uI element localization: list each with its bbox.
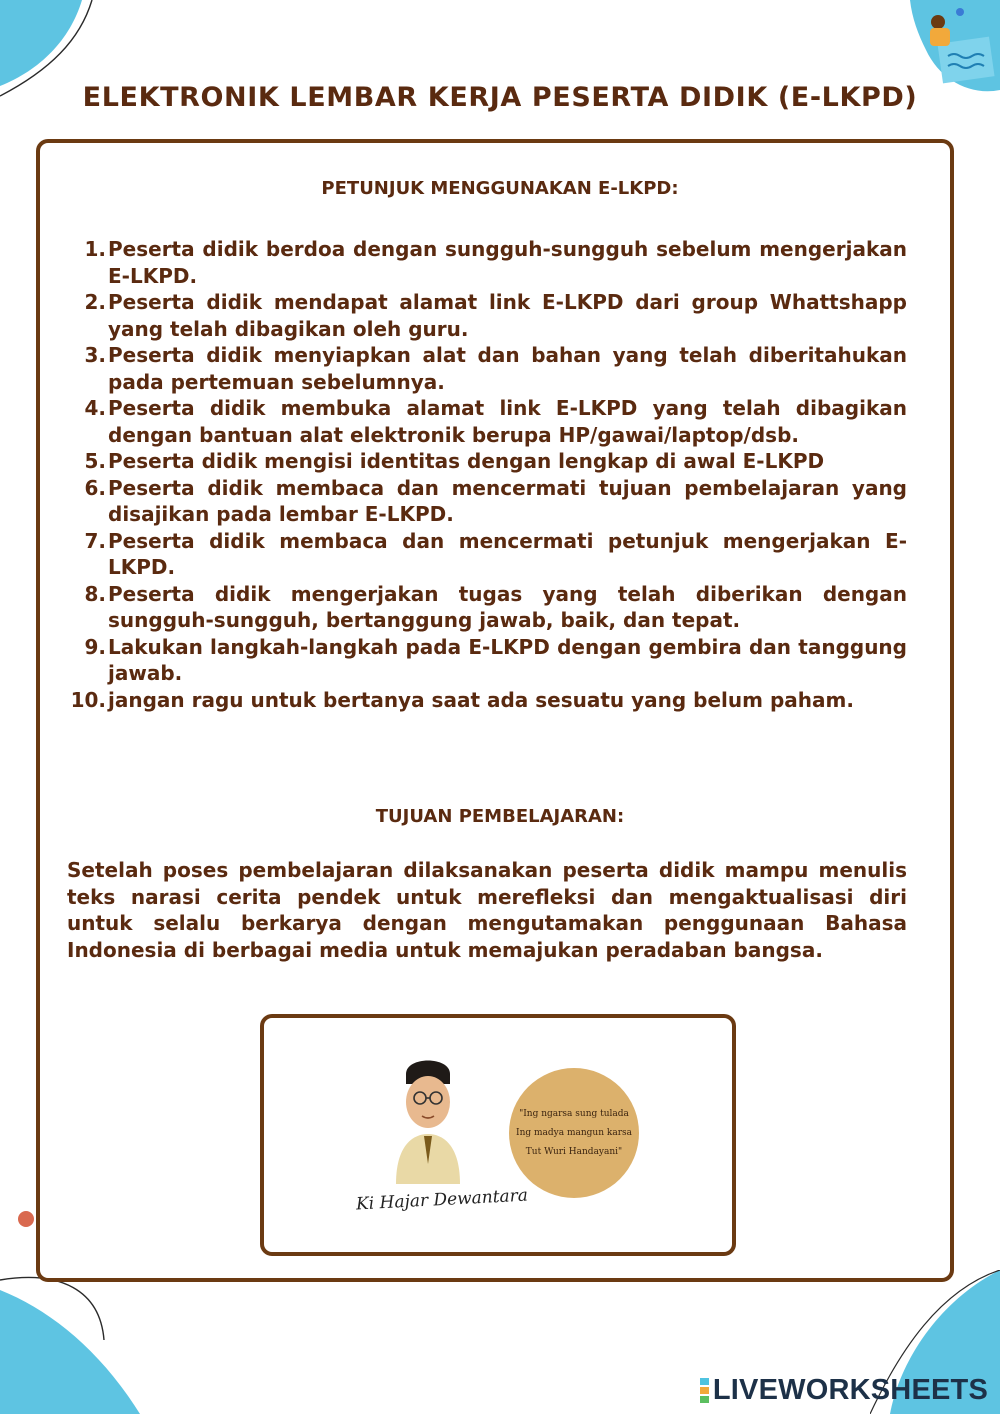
bottom-left-blob-decoration	[0, 1260, 170, 1414]
list-item: 1. Peserta didik berdoa dengan sungguh-sungguh sebelum mengerjakan E-LKPD.	[84, 237, 907, 288]
goal-heading: TUJUAN PEMBELAJARAN:	[375, 806, 625, 827]
list-item: 6. Peserta didik membaca dan mencermati tujuan pembelajaran yang disajikan pada lembar E-LKPD.	[84, 475, 907, 526]
list-item: 9. Lakukan langkah-langkah pada E-LKPD dengan gembira dan tanggung jawab.	[84, 634, 907, 685]
brand-name: LIVEWORKSHEETS	[712, 1374, 988, 1406]
quote-line: Tut Wuri Handayani"	[525, 1146, 623, 1157]
portrait-illustration	[384, 1044, 474, 1184]
brand-logo	[700, 1374, 988, 1407]
liveworksheets-icon	[700, 1377, 709, 1404]
list-item: 5. Peserta didik mengisi identitas dengan lengkap di awal E-LKPD	[84, 449, 825, 473]
signature: Ki Hajar Dewantara	[355, 1185, 529, 1215]
list-item: 10. jangan ragu untuk bertanya saat ada sesuatu yang belum paham.	[70, 687, 854, 712]
goal-text: Setelah poses pembelajaran dilaksanakan peserta didik mampu menulis teks narasi cerita pendek untuk merefleksi dan mengaktualisasi diri untuk selalu berkarya dengan mengutamakan penggunaan Bahasa Indonesia di berbagai media untuk memajukan peradaban bangsa.	[67, 858, 907, 962]
dot-decoration	[17, 1210, 35, 1228]
quote-line: Ing madya mangun karsa	[516, 1127, 632, 1138]
quote-card	[260, 1014, 736, 1256]
quote-line: "Ing ngarsa sung tulada	[519, 1108, 629, 1119]
list-item: 4. Peserta didik membuka alamat link E-LKPD yang telah dibagikan dengan bantuan alat elektronik berupa HP/gawai/laptop/dsb.	[84, 396, 907, 447]
list-item: 3. Peserta didik menyiapkan alat dan bahan yang telah diberitahukan pada pertemuan sebelumnya.	[84, 343, 907, 394]
list-item: 8. Peserta didik mengerjakan tugas yang telah diberikan dengan sungguh-sungguh, bertanggung jawab, baik, dan tepat.	[84, 581, 907, 632]
quote-seal	[509, 1068, 639, 1198]
instructions-heading: PETUNJUK MENGGUNAKAN E-LKPD:	[321, 178, 679, 199]
page-title: ELEKTRONIK LEMBAR KERJA PESERTA DIDIK (E-LKPD)	[82, 82, 918, 113]
instructions-list	[70, 236, 907, 713]
list-item: 7. Peserta didik membaca dan mencermati petunjuk mengerjakan E-LKPD.	[84, 528, 907, 579]
list-item: 2. Peserta didik mendapat alamat link E-LKPD dari group Whattshapp yang telah dibagikan oleh guru.	[84, 290, 907, 341]
